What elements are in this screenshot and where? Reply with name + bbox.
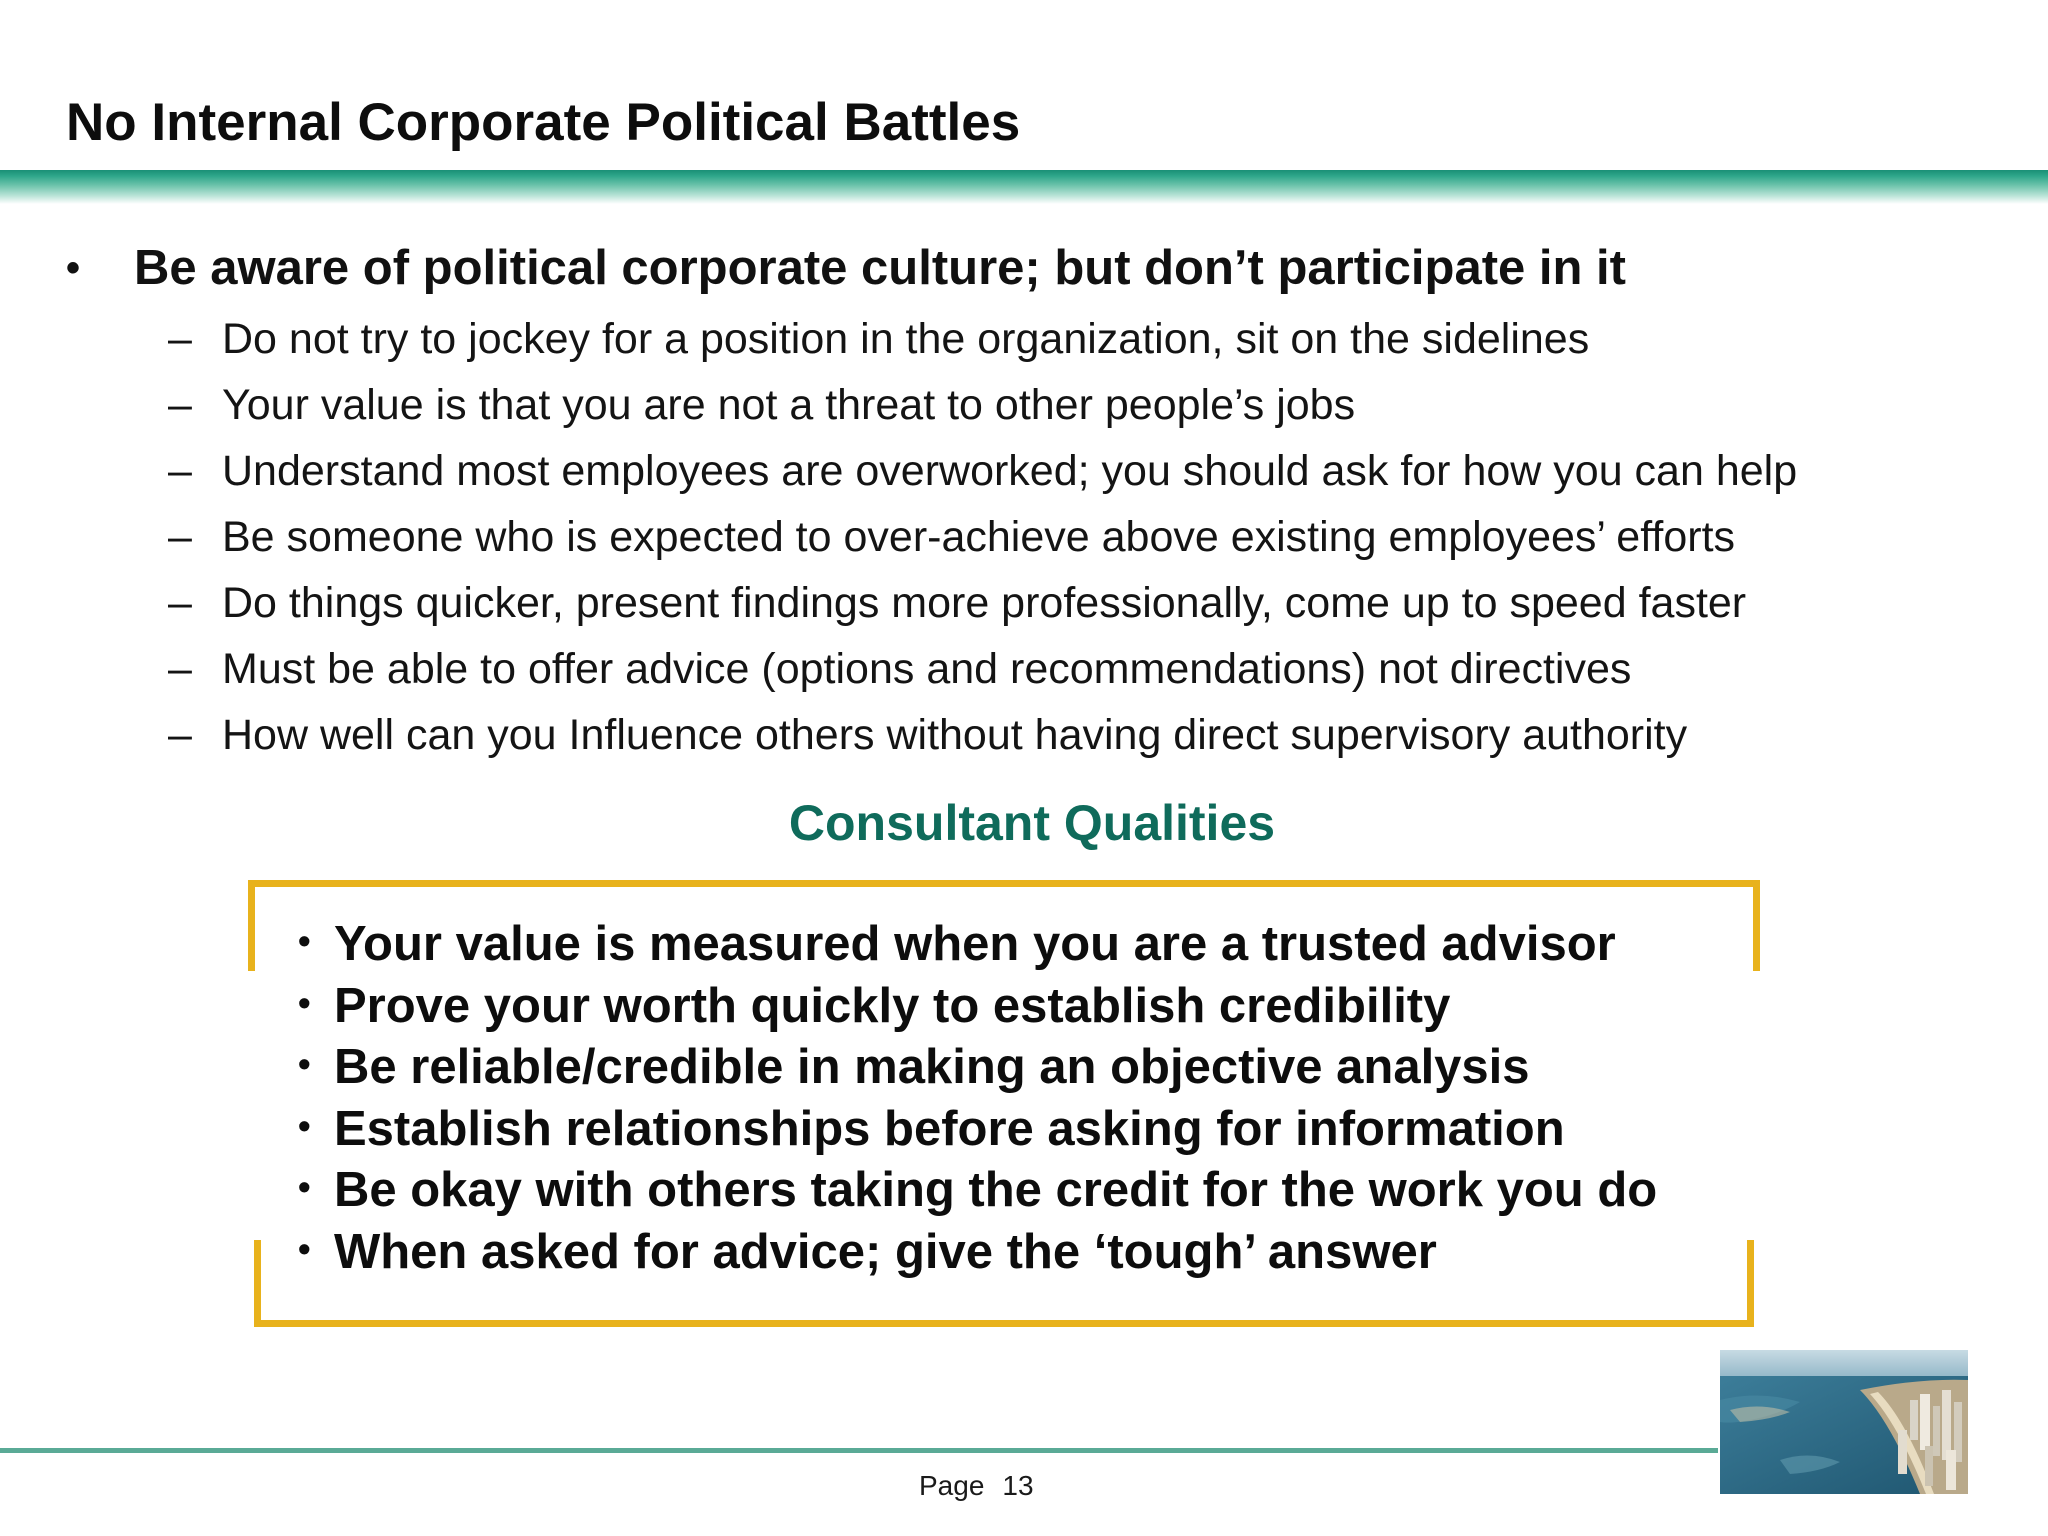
page-label: Page [919, 1470, 985, 1501]
aerial-coastline-image [1720, 1350, 1968, 1494]
corner-photo [1720, 1350, 1968, 1494]
sub-bullet-text: How well can you Influence others without having direct supervisory authority [222, 711, 1688, 759]
quality-text: When asked for advice; give the ‘tough’ answer [334, 1224, 1437, 1279]
qualities-heading: Consultant Qualities [788, 795, 1276, 851]
slide-title: No Internal Corporate Political Battles [66, 93, 1021, 152]
bullet-marker: • [298, 1043, 311, 1084]
bullet-marker: • [298, 1166, 311, 1207]
quality-text: Be reliable/credible in making an objective analysis [334, 1040, 1530, 1094]
quality-text: Your value is measured when you are a trusted advisor [334, 917, 1616, 971]
main-bullet-text: Be aware of political corporate culture; but don’t participate in it [134, 241, 1626, 295]
bullet-marker: • [298, 1104, 311, 1146]
bullet-marker: • [298, 1227, 311, 1269]
sub-bullet-text: Do things quicker, present findings more professionally, come up to speed faster [222, 579, 1747, 627]
dash-marker: – [168, 447, 192, 495]
footer-rule [0, 1448, 1718, 1453]
dash-marker: – [168, 381, 192, 429]
bullet-marker: • [298, 981, 311, 1023]
page-number-value: 13 [1002, 1470, 1034, 1501]
dash-marker: – [168, 645, 192, 693]
sub-bullet-text: Your value is that you are not a threat to other people’s jobs [222, 381, 1356, 429]
sub-bullet-text: Understand most employees are overworked; you should ask for how you can help [222, 447, 1798, 495]
dash-marker: – [168, 579, 192, 627]
bullet-marker: • [298, 920, 311, 961]
quality-text: Prove your worth quickly to establish credibility [334, 978, 1451, 1033]
sub-bullet-text: Be someone who is expected to over-achieve above existing employees’ efforts [222, 513, 1736, 561]
bullet-marker: • [66, 246, 81, 290]
title-rule [0, 170, 2048, 204]
quality-text: Be okay with others taking the credit for the work you do [334, 1163, 1658, 1217]
dash-marker: – [168, 315, 192, 363]
sub-bullet-text: Do not try to jockey for a position in the organization, sit on the sidelines [222, 315, 1590, 363]
quality-text: Establish relationships before asking for information [334, 1101, 1565, 1156]
sub-bullet-text: Must be able to offer advice (options and recommendations) not directives [222, 645, 1632, 693]
dash-marker: – [168, 513, 192, 561]
page-number [919, 1470, 1034, 1502]
dash-marker: – [168, 711, 192, 759]
